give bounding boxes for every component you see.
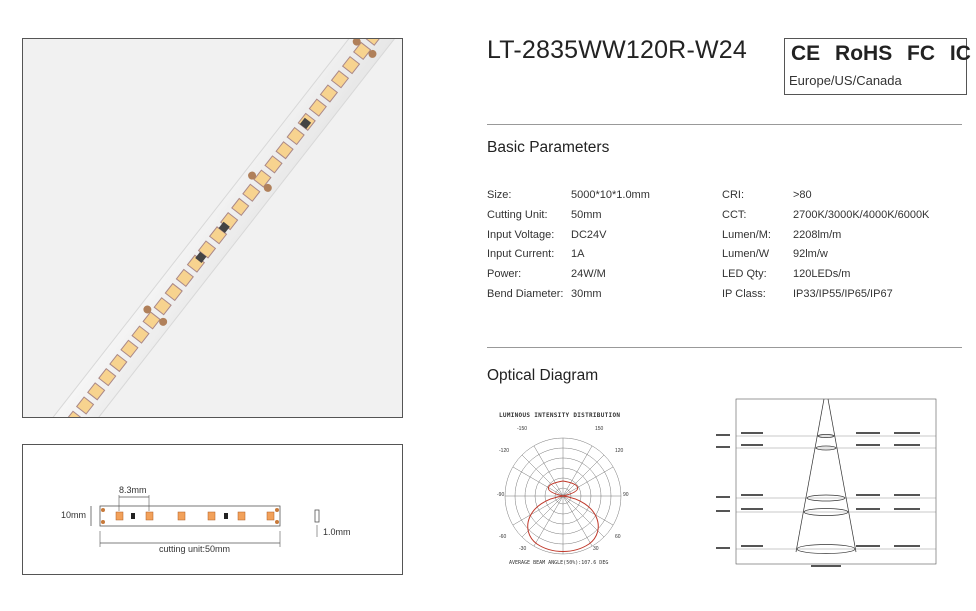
angle-label: -120: [499, 448, 510, 454]
param-value: DC24V: [571, 229, 607, 241]
certification-box: [784, 38, 971, 95]
product-model-title: LT-2835WW120R-W24: [487, 36, 747, 64]
param-value: 30mm: [571, 288, 602, 300]
divider: [487, 124, 962, 125]
param-value: 5000*10*1.0mm: [571, 189, 650, 201]
rohs-mark: RoHS: [835, 42, 893, 65]
angle-label: 150: [595, 426, 604, 432]
param-label: Input Voltage:: [487, 229, 555, 241]
angle-label: 90: [623, 492, 629, 498]
param-label: Lumen/W: [722, 248, 770, 260]
divider: [487, 347, 962, 348]
param-value: 24W/M: [571, 268, 606, 280]
led-strip-image: [23, 39, 402, 417]
param-value: 1A: [571, 248, 585, 260]
product-photo: [22, 38, 403, 418]
param-value: 2208lm/m: [793, 229, 842, 241]
angle-label: 30: [593, 546, 599, 552]
param-value: 92lm/w: [793, 248, 828, 260]
param-label: Bend Diameter:: [487, 288, 564, 300]
param-label: Input Current:: [487, 248, 555, 260]
param-label: IP Class:: [722, 288, 766, 300]
fcc-mark: FC: [907, 42, 936, 65]
basic-parameters-heading: Basic Parameters: [487, 139, 610, 156]
thickness-label: 1.0mm: [323, 527, 351, 537]
illuminance-cone-diagram: [716, 394, 956, 569]
beam-angle-note: AVERAGE BEAM ANGLE(50%):107.6 DEG: [509, 560, 609, 566]
width-label: 10mm: [61, 510, 87, 520]
param-label: LED Qty:: [722, 268, 767, 280]
optical-diagram-heading: Optical Diagram: [487, 367, 599, 384]
param-label: CCT:: [722, 209, 747, 221]
angle-label: 60: [615, 534, 621, 540]
polar-title: LUMINOUS INTENSITY DISTRIBUTION: [499, 412, 621, 419]
param-label: Size:: [487, 189, 512, 201]
param-label: Power:: [487, 268, 522, 280]
dimension-drawing: [22, 444, 403, 575]
angle-label: 120: [615, 448, 624, 454]
param-value: 120LEDs/m: [793, 268, 851, 280]
angle-label: -90: [497, 492, 505, 498]
pitch-label: 8.3mm: [119, 485, 147, 495]
polar-distribution-diagram: [497, 410, 637, 570]
param-label: Cutting Unit:: [487, 209, 548, 221]
param-label: Lumen/M:: [722, 229, 771, 241]
param-value: >80: [793, 189, 812, 201]
param-label: CRI:: [722, 189, 744, 201]
param-value: 50mm: [571, 209, 602, 221]
ic-mark: IC: [949, 42, 971, 65]
certification-logos: [791, 42, 976, 66]
certification-region: Europe/US/Canada: [789, 73, 902, 88]
param-value: 2700K/3000K/4000K/6000K: [793, 209, 930, 221]
angle-label: -60: [499, 534, 507, 540]
param-value: IP33/IP55/IP65/IP67: [793, 288, 893, 300]
angle-label: -30: [519, 546, 527, 552]
cutting-unit-label: cutting unit:50mm: [159, 544, 231, 554]
ce-mark: CE: [791, 42, 821, 65]
angle-label: -150: [517, 426, 528, 432]
